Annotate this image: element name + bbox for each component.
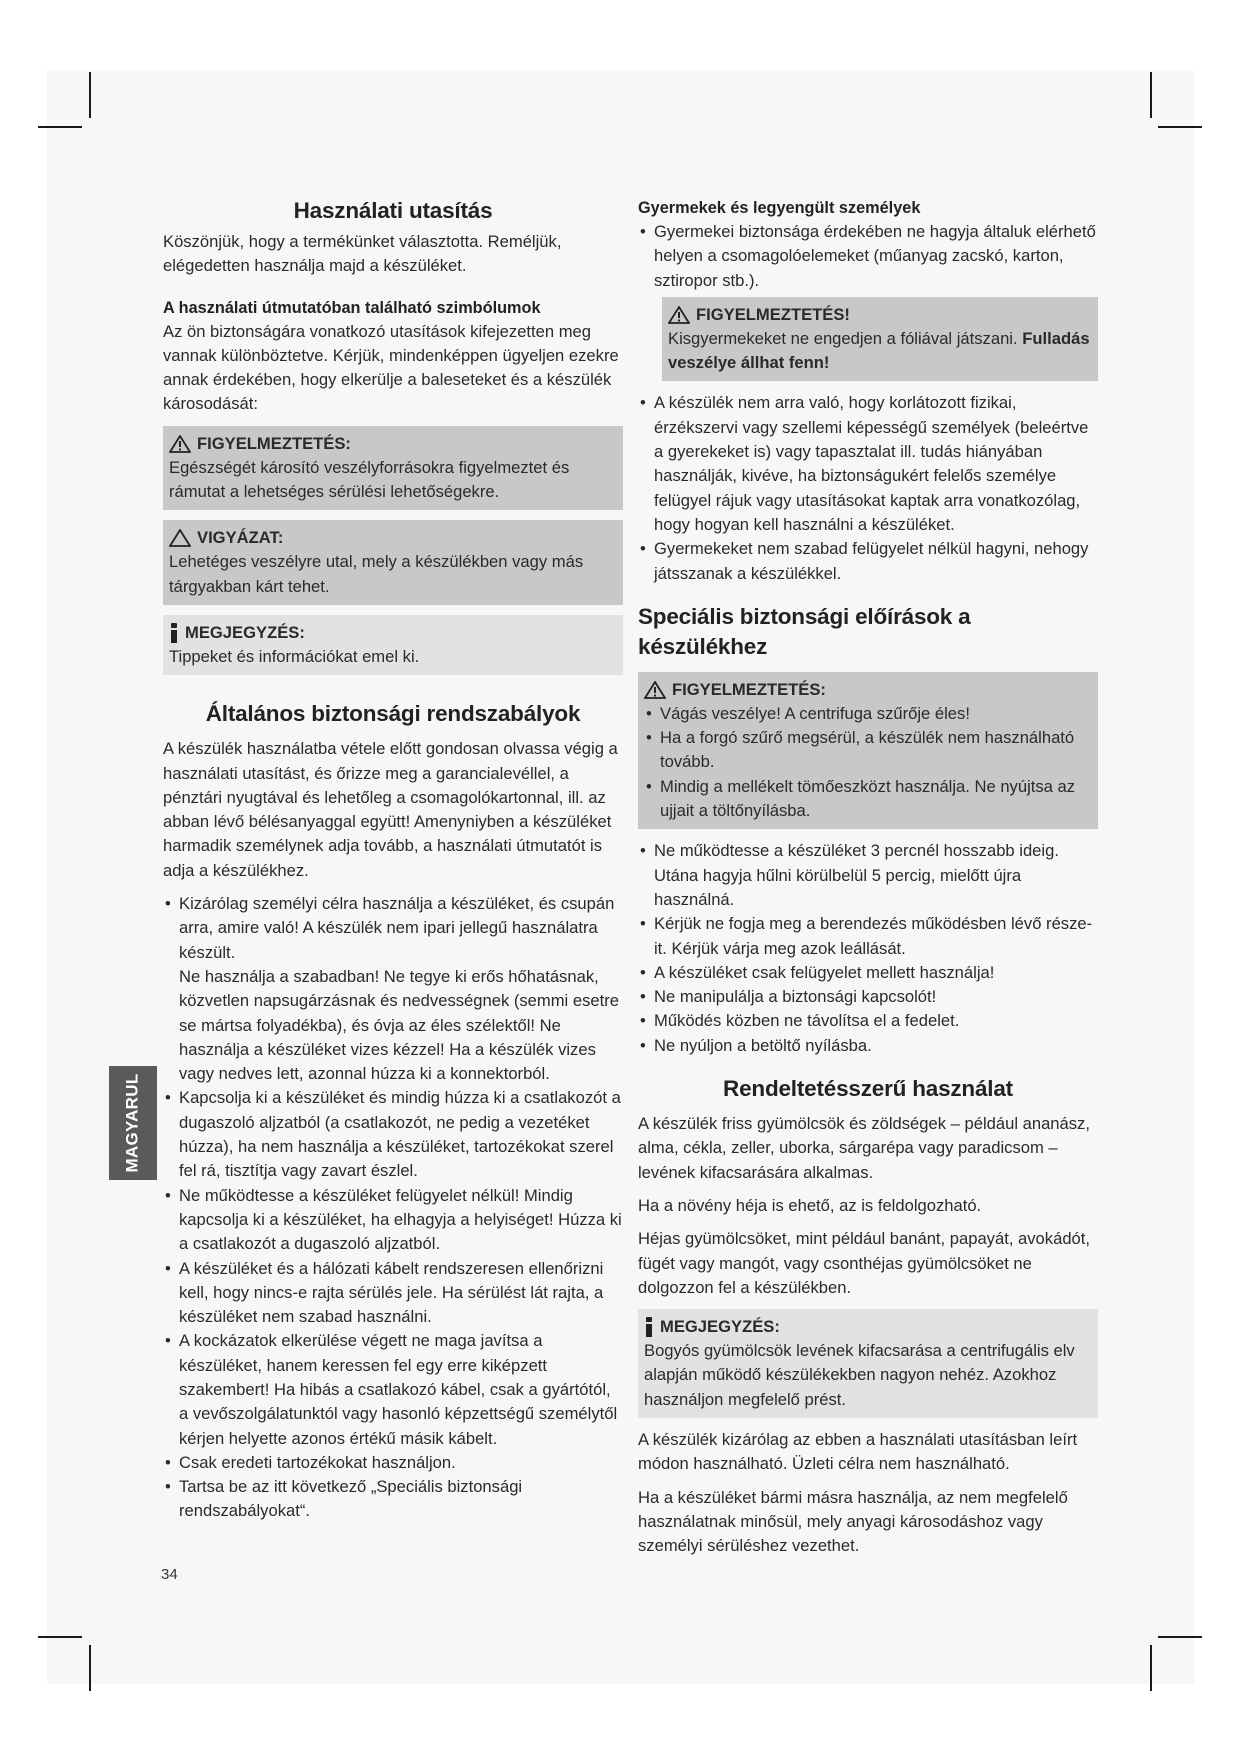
- symbols-paragraph: Az ön biztonságára vonatkozó utasítások kifejezetten meg vannak különböztetve. Kérjük, mindenképpen ügyeljen ezekre annak érdekében, hogy elkerülje a baleseteket és a készülék károsodását:: [163, 321, 619, 414]
- language-label: MAGYARUL: [123, 1073, 142, 1173]
- special-warning-list: [644, 702, 1092, 823]
- note-box-text: Tippeket és információkat emel ki.: [169, 646, 420, 666]
- list-item: • Csak eredeti tartozékokat használjon.: [163, 1451, 623, 1475]
- list-item: • Kapcsolja ki a készüléket és mindig húzza ki a csatlakozót a dugaszoló aljzatból (a csatlakozót, ne pedig a vezetéket húzza), ha nem használja a készüléket, tartozékokat szerel fel rá, tisztítja vagy zavart észlel.: [163, 1086, 623, 1183]
- intro-paragraph: Köszönjük, hogy a termékünket választotta. Reméljük, elégedetten használja majd a készüléket.: [163, 232, 562, 276]
- list-item: • Tartsa be az itt következő „Speciális biztonsági rendszabályokat“.: [163, 1475, 623, 1524]
- list-item: • Ne működtesse a készüléket felügyelet nélkül! Mindig kapcsolja ki a készüléket, ha elhagyja a helyiséget! Húzza ki a csatlakozót a dugaszoló aljzatból.: [163, 1184, 623, 1257]
- general-safety-title: Általános biztonsági rendszabályok: [205, 701, 581, 727]
- note-box: [163, 615, 623, 675]
- list-item: • Gyermekeket nem szabad felügyelet nélkül hagyni, nehogy játsszanak a készülékkel.: [638, 537, 1098, 586]
- crop-mark: [38, 1636, 82, 1638]
- list-item: • Ne nyúljon a betöltő nyílásba.: [638, 1034, 1098, 1058]
- page-title: Használati utasítás: [293, 198, 493, 223]
- list-item: • Mindig a mellékelt tömőeszközt használja. Ne nyújtsa az ujjait a töltőnyílásba.: [644, 775, 1092, 824]
- special-warning-title: FIGYELMEZTETÉS:: [672, 679, 826, 699]
- intended-use-paragraph-2: Ha a növény héja is ehető, az is feldolgozható.: [638, 1195, 982, 1215]
- children-warning-text: Kisgyermekeket ne engedjen a fóliával játszani. Fulladás veszélye állhat fenn!: [668, 328, 1090, 373]
- list-item: • A kockázatok elkerülése végett ne maga javítsa a készüléket, hanem keressen fel egy erre kiképzett szakembert! Ha hibás a csatlakozó kábel, csak a gyártótól, a vevőszolgálatunktól vagy hasonló képzettségű személytől kérjen helyette azonos értékű másik kábelt.: [163, 1329, 623, 1450]
- intended-use-paragraph-1: A készülék friss gyümölcsök és zöldségek – például ananász, alma, cékla, zeller, uborka, sárgarépa vagy paradicsom – levének kifacsarására alkalmas.: [638, 1114, 1090, 1182]
- intended-use-paragraph-4: A készülék kizárólag az ebben a használati utasításban leírt módon használható. Üzleti célra nem használható.: [638, 1429, 1078, 1474]
- children-warning-box: [662, 297, 1098, 382]
- intended-use-paragraph-3: Héjas gyümölcsöket, mint például banánt, papayát, avokádót, fügét vagy mangót, vagy csonthéjas gyümölcsöket ne dolgozzon fel a készülékben.: [638, 1229, 1090, 1297]
- crop-mark: [1150, 1645, 1152, 1691]
- warning-box: [163, 426, 623, 511]
- caution-box-title: VIGYÁZAT:: [197, 528, 284, 548]
- crop-mark: [1150, 72, 1152, 118]
- left-column: [163, 196, 623, 1524]
- intended-note-title: MEGJEGYZÉS:: [660, 1317, 780, 1337]
- special-safety-title: Speciális biztonsági előírások a készülékhez: [638, 603, 971, 659]
- list-item: • Kérjük ne fogja meg a berendezés működésben lévő része-it. Kérjük várja meg azok leállását.: [638, 912, 1098, 961]
- general-safety-list: [163, 892, 623, 1524]
- right-column: [638, 196, 1098, 1567]
- caution-box: [163, 520, 623, 605]
- list-item: • A készüléket csak felügyelet mellett használja!: [638, 961, 1098, 985]
- list-item-continuation: Ne használja a szabadban! Ne tegye ki erős hőhatásnak, közvetlen napsugárzásnak és nedvességnek (semmi esetre se mártsa folyadékba), és óvja az éles szélektől! Ne használja a készüléket vizes kézzel! Ha a készülék vizes vagy nedves lett, azonnal húzza ki a konnektorból.: [179, 966, 619, 1084]
- list-item: • Gyermekei biztonsága érdekében ne hagyja általuk elérhető helyen a csomagolóelemeket (műanyag zacskó, karton, sztiropor stb.).: [638, 220, 1098, 293]
- list-item: • Kizárólag személyi célra használja a készüléket, és csupán arra, amire való! A készülék nem ipari jellegű használatra készült. Ne használja a szabadban! Ne tegye ki erős hőhatásnak, közvetlen napsugárzásnak és nedvességnek (semmi esetre se mártsa folyadékba), és óvja az éles szélektől! Ne használja a készüléket vizes kézzel! Ha a készülék vizes vagy nedves lett, azonnal húzza ki a konnektorból.: [163, 892, 623, 1086]
- warning-box-text: Egészségét károsító veszélyforrásokra figyelmeztet és rámutat a lehetséges sérülési lehetőségekre.: [169, 457, 570, 502]
- list-item: • Működés közben ne távolítsa el a fedelet.: [638, 1009, 1098, 1033]
- crop-mark: [38, 126, 82, 128]
- list-item: • Vágás veszélye! A centrifuga szűrője éles!: [644, 702, 1092, 726]
- page-number: 34: [161, 1566, 178, 1583]
- general-safety-paragraph: A készülék használatba vétele előtt gondosan olvassa végig a használati utasítást, és őrizze meg a garancialevéllel, a pénztári nyugtával és lehetőleg a csomagolókartonnal, ill. az abban lévő bélésanyaggal együtt! Amenyniyben a készüléket harmadik személynek adja tovább, a használati útmutatót is adja a készülékhez.: [163, 739, 618, 880]
- crop-mark: [1158, 1636, 1202, 1638]
- warning-triangle-icon: [169, 435, 191, 453]
- warning-box-title: FIGYELMEZTETÉS:: [197, 433, 351, 453]
- special-safety-list: [638, 839, 1098, 1058]
- children-warning-bold: Fulladás veszélye állhat fenn!: [668, 328, 1090, 373]
- special-warning-box: [638, 672, 1098, 829]
- info-icon: [169, 623, 179, 643]
- list-item: • Ne működtesse a készüléket 3 percnél hosszabb ideig. Utána hagyja hűlni körülbelül 5 percig, mielőtt újra használná.: [638, 839, 1098, 912]
- intended-use-title: Rendeltetésszerű használat: [723, 1076, 1013, 1102]
- children-heading: Gyermekek és legyengült személyek: [638, 199, 921, 217]
- list-item: • Ne manipulálja a biztonsági kapcsolót!: [638, 985, 1098, 1009]
- info-icon: [644, 1317, 654, 1337]
- intended-use-paragraph-5: Ha a készüléket bármi másra használja, az nem megfelelő használatnak minősül, mely anyagi károsodáshoz vagy személyi sérüléshez vezethet.: [638, 1487, 1068, 1556]
- crop-mark: [1158, 126, 1202, 128]
- symbols-heading: A használati útmutatóban található szimbólumok: [163, 298, 541, 317]
- children-list-2: [638, 391, 1098, 585]
- crop-mark: [89, 1645, 91, 1691]
- list-item: • Ha a forgó szűrő megsérül, a készülék nem használható tovább.: [644, 726, 1092, 775]
- note-box-title: MEGJEGYZÉS:: [185, 622, 305, 642]
- intended-note-text: Bogyós gyümölcsök levének kifacsarása a centrifugális elv alapján működő készülékekben nagyon nehéz. Azokhoz használjon megfelelő prést.: [644, 1341, 1075, 1409]
- children-list: [638, 220, 1098, 293]
- crop-mark: [89, 72, 91, 118]
- language-tab: [109, 1066, 157, 1180]
- warning-triangle-icon: [668, 306, 690, 324]
- list-item: • A készülék nem arra való, hogy korlátozott fizikai, érzékszervi vagy szellemi képességű személyek (beleértve a gyerekeket is) vagy tapasztalat ill. tudás hiányában használják, kivéve, ha biztonságukért felelős személye felügyel rájuk vagy utasításokat kaptak arra vonatkozólag, hogy hogyan kell használni a készüléket.: [638, 391, 1098, 537]
- list-item: • A készüléket és a hálózati kábelt rendszeresen ellenőrizni kell, hogy nincs-e rajta sérülés jele. Ha sérülést lát rajta, a készüléket nem szabad használni.: [163, 1257, 623, 1330]
- warning-triangle-icon: [644, 681, 666, 699]
- caution-box-text: Lehetéges veszélyre utal, mely a készülékben vagy más tárgyakban kárt tehet.: [169, 552, 584, 596]
- children-warning-title: FIGYELMEZTETÉS!: [696, 304, 850, 324]
- intended-note-box: [638, 1309, 1098, 1418]
- caution-triangle-icon: [169, 529, 191, 547]
